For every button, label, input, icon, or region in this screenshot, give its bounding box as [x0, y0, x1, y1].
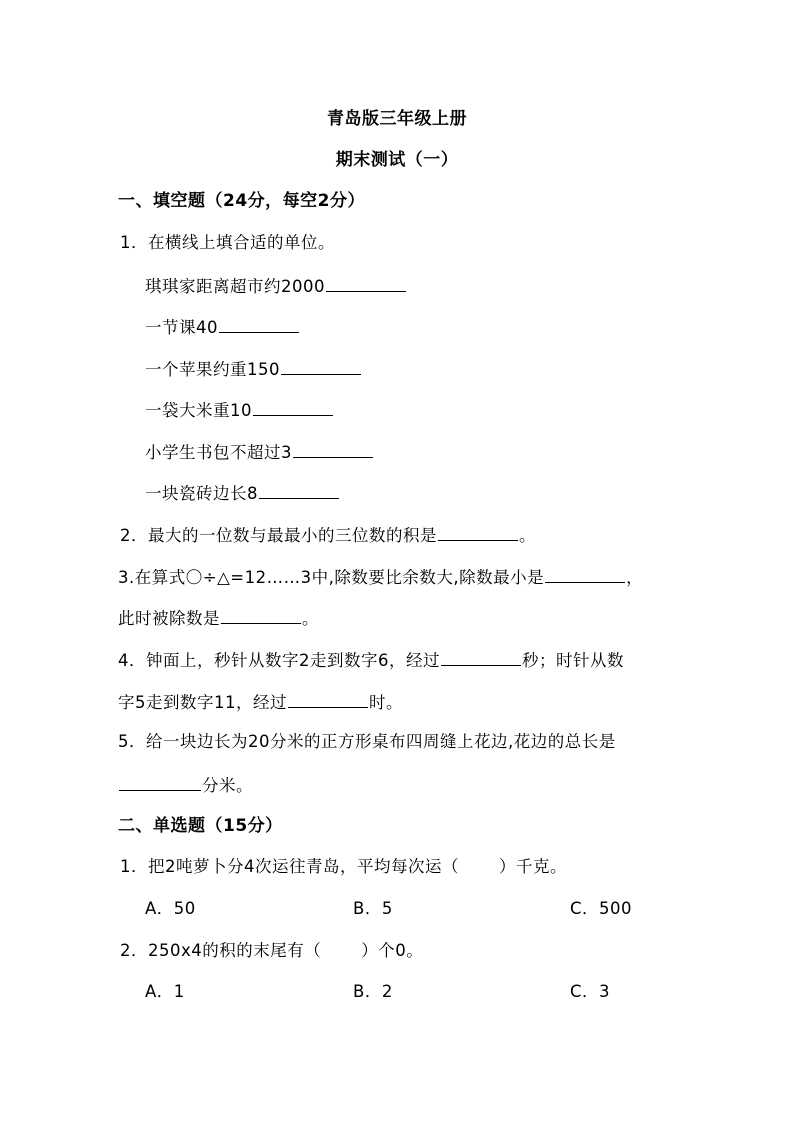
question-text: 4．钟面上，秒针从数字2走到数字6，经过	[118, 651, 440, 670]
answer-blank	[259, 481, 339, 499]
option-c: C．3	[570, 982, 611, 1001]
question-text: 2．250x4的积的末尾有（	[120, 941, 322, 960]
question-text: ，	[626, 568, 644, 587]
option-b: B．5	[353, 899, 393, 918]
choice-question-1	[120, 856, 567, 878]
answer-blank	[288, 690, 368, 708]
question-4	[118, 648, 624, 672]
section-2-heading: 二、单选题（15分）	[118, 816, 283, 836]
question-text: 。	[302, 609, 319, 628]
section-1-heading: 一、填空题（24分，每空2分）	[118, 191, 365, 211]
option-b: B．2	[353, 982, 393, 1001]
item-text: 小学生书包不超过3	[145, 443, 292, 462]
answer-blank	[119, 773, 201, 791]
answer-blank	[441, 648, 521, 666]
question-3	[118, 565, 643, 589]
question-2	[120, 523, 536, 547]
question-4-continued	[118, 690, 403, 714]
question-text: 1．把2吨萝卜分4次运往青岛，平均每次运（	[120, 857, 459, 876]
answer-blank	[293, 440, 373, 458]
answer-blank	[281, 357, 361, 375]
question-3-continued	[118, 606, 319, 630]
question-text: ）千克。	[499, 857, 567, 876]
option-c: C．500	[570, 899, 633, 918]
document-title: 青岛版三年级上册	[327, 109, 467, 129]
question-1-item	[145, 440, 374, 464]
item-text: 一袋大米重10	[145, 401, 252, 420]
question-1-item	[145, 481, 340, 505]
question-1-stem: 1．在横线上填合适的单位。	[120, 233, 335, 252]
item-text: 一个苹果约重150	[145, 360, 280, 379]
answer-blank	[253, 398, 333, 416]
question-text: 此时被除数是	[118, 609, 220, 628]
answer-blank	[438, 523, 518, 541]
answer-blank	[219, 315, 299, 333]
item-text: 一块瓷砖边长8	[145, 484, 258, 503]
question-1-item	[145, 357, 362, 381]
question-text: 时。	[369, 693, 403, 712]
question-1-item	[145, 398, 334, 422]
question-text: 字5走到数字11，经过	[118, 693, 287, 712]
option-a: A．1	[145, 982, 185, 1001]
question-1-item	[145, 315, 300, 339]
question-text: 秒；时针从数	[522, 651, 624, 670]
answer-blank	[221, 606, 301, 624]
item-text: 一节课40	[145, 318, 218, 337]
choice-question-2	[120, 940, 423, 962]
question-1-item	[145, 274, 407, 298]
question-text: 。	[519, 526, 536, 545]
question-text: ）个0。	[361, 941, 424, 960]
question-text: 3.在算式〇÷△=12……3中,除数要比余数大,除数最小是	[118, 568, 545, 587]
question-text: 2．最大的一位数与最最小的三位数的积是	[120, 526, 437, 545]
item-text: 琪琪家距离超市约2000	[145, 277, 325, 296]
question-5-continued	[118, 773, 253, 797]
option-a: A．50	[145, 899, 196, 918]
question-text: 分米。	[202, 776, 253, 795]
answer-blank	[326, 274, 406, 292]
question-5: 5．给一块边长为20分米的正方形桌布四周缝上花边,花边的总长是	[118, 732, 616, 751]
document-subtitle: 期末测试（一）	[335, 150, 459, 170]
answer-blank	[545, 565, 625, 583]
